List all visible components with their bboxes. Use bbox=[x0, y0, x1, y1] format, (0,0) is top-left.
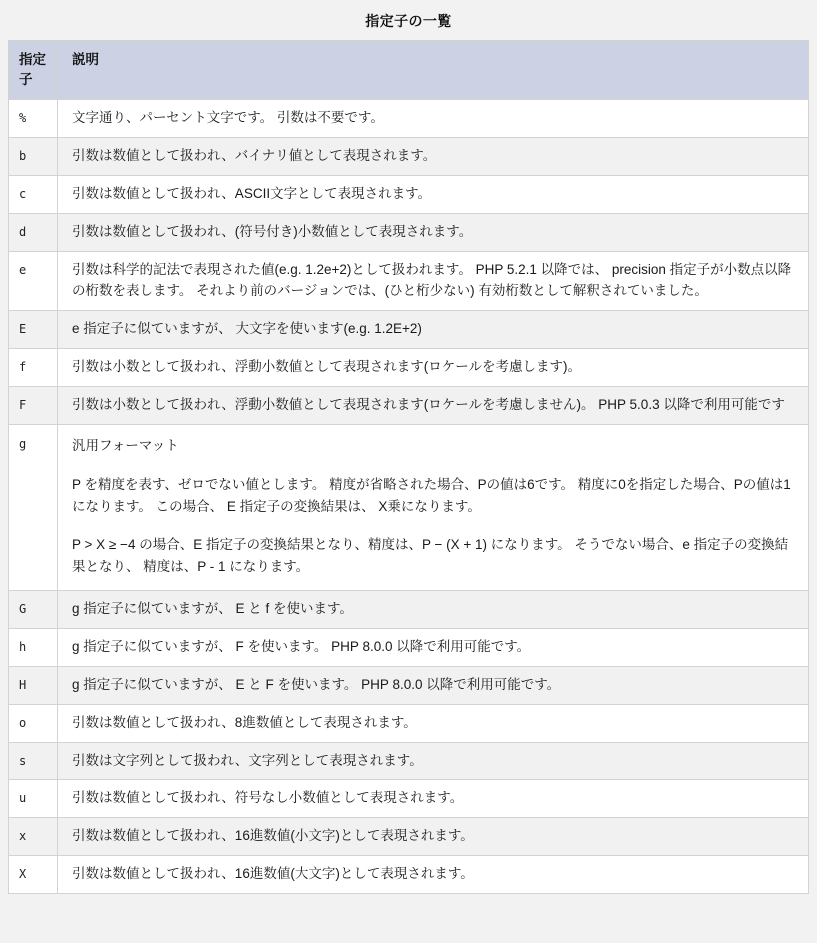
cell-description bbox=[58, 666, 809, 704]
table-row bbox=[9, 818, 809, 856]
cell-description bbox=[58, 137, 809, 175]
cell-description bbox=[58, 175, 809, 213]
cell-description bbox=[58, 818, 809, 856]
cell-specifier: s bbox=[9, 742, 58, 780]
table-row bbox=[9, 629, 809, 667]
description-paragraph: 引数は科学的記法で表現された値(e.g. 1.2e+2)として扱われます。 PHP 5.2.1 以降では、 precision 指定子が小数点以降の桁数を表します。 それより前のバージョンでは、(ひと桁少ない) 有効桁数として解釈されていました。 bbox=[72, 261, 792, 299]
cell-specifier: H bbox=[9, 666, 58, 704]
cell-specifier: % bbox=[9, 100, 58, 138]
description-paragraph: e 指定子に似ていますが、 大文字を使います(e.g. 1.2E+2) bbox=[72, 321, 422, 337]
table-row bbox=[9, 780, 809, 818]
description-paragraph: 引数は数値として扱われ、16進数値(大文字)として表現されます。 bbox=[72, 866, 474, 882]
cell-description bbox=[58, 100, 809, 138]
cell-specifier: E bbox=[9, 311, 58, 349]
description-paragraph: 汎用フォーマット bbox=[72, 437, 179, 453]
cell-description bbox=[58, 704, 809, 742]
table-header bbox=[9, 41, 809, 100]
cell-specifier: u bbox=[9, 780, 58, 818]
description-paragraph: g 指定子に似ていますが、 F を使います。 PHP 8.0.0 以降で利用可能です。 bbox=[72, 639, 531, 655]
cell-specifier: X bbox=[9, 856, 58, 894]
table-header-row bbox=[9, 41, 809, 100]
cell-specifier: d bbox=[9, 213, 58, 251]
cell-description bbox=[58, 387, 809, 425]
table-row bbox=[9, 387, 809, 425]
format-specifier-table bbox=[8, 40, 809, 894]
cell-description bbox=[58, 629, 809, 667]
cell-description bbox=[58, 311, 809, 349]
cell-specifier: g bbox=[9, 424, 58, 590]
cell-description bbox=[58, 251, 809, 311]
description-paragraph: g 指定子に似ていますが、 E と F を使います。 PHP 8.0.0 以降で利用可能です。 bbox=[72, 676, 561, 692]
cell-description bbox=[58, 742, 809, 780]
description-paragraph: g 指定子に似ていますが、 E と f を使います。 bbox=[72, 601, 353, 617]
cell-description bbox=[58, 780, 809, 818]
description-paragraph: P を精度を表す、ゼロでない値とします。 精度が省略された場合、Pの値は6です。 精度に0を指定した場合、Pの値は1になります。 この場合、 E 指定子の変換結果は、 X乗になります。 bbox=[72, 476, 791, 514]
table-caption: 指定子の一覧 bbox=[365, 13, 452, 29]
description-paragraph: 引数は数値として扱われ、ASCII文字として表現されます。 bbox=[72, 185, 431, 201]
table-row bbox=[9, 424, 809, 590]
table-row bbox=[9, 175, 809, 213]
cell-specifier: c bbox=[9, 175, 58, 213]
table-row bbox=[9, 666, 809, 704]
table-row bbox=[9, 137, 809, 175]
table-row bbox=[9, 251, 809, 311]
cell-specifier: G bbox=[9, 591, 58, 629]
description-paragraph: 引数は数値として扱われ、符号なし小数値として表現されます。 bbox=[72, 790, 464, 806]
cell-description bbox=[58, 856, 809, 894]
description-paragraph: 引数は数値として扱われ、バイナリ値として表現されます。 bbox=[72, 147, 437, 163]
table-row bbox=[9, 100, 809, 138]
description-paragraph: P > X ≥ −4 の場合、E 指定子の変換結果となり、精度は、P − (X + 1) になります。 そうでない場合、e 指定子の変換結果となり、 精度は、P - 1 になります。 bbox=[72, 537, 789, 575]
cell-specifier: e bbox=[9, 251, 58, 311]
cell-specifier: o bbox=[9, 704, 58, 742]
cell-specifier: F bbox=[9, 387, 58, 425]
table-row bbox=[9, 213, 809, 251]
cell-specifier: h bbox=[9, 629, 58, 667]
description-paragraph: 引数は数値として扱われ、16進数値(小文字)として表現されます。 bbox=[72, 828, 474, 844]
description-paragraph: 引数は小数として扱われ、浮動小数値として表現されます(ロケールを考慮しません)。 PHP 5.0.3 以降で利用可能です bbox=[72, 397, 785, 412]
description-paragraph: 引数は数値として扱われ、(符号付き)小数値として表現されます。 bbox=[72, 223, 473, 239]
table-body bbox=[9, 100, 809, 894]
cell-description bbox=[58, 424, 809, 590]
description-paragraph: 引数は小数として扱われ、浮動小数値として表現されます(ロケールを考慮します)。 bbox=[72, 359, 582, 375]
table-row bbox=[9, 704, 809, 742]
cell-specifier: x bbox=[9, 818, 58, 856]
table-row bbox=[9, 349, 809, 387]
column-header-description: 説明 bbox=[58, 41, 809, 100]
table-row bbox=[9, 591, 809, 629]
table-row bbox=[9, 742, 809, 780]
description-paragraph: 文字通り、パーセント文字です。 引数は不要です。 bbox=[72, 110, 384, 126]
cell-specifier: b bbox=[9, 137, 58, 175]
column-header-specifier: 指定子 bbox=[9, 41, 58, 100]
table-row bbox=[9, 856, 809, 894]
cell-description bbox=[58, 349, 809, 387]
cell-description bbox=[58, 591, 809, 629]
description-paragraph: 引数は文字列として扱われ、文字列として表現されます。 bbox=[72, 752, 423, 768]
cell-description bbox=[58, 213, 809, 251]
table-row bbox=[9, 311, 809, 349]
cell-specifier: f bbox=[9, 349, 58, 387]
description-paragraph: 引数は数値として扱われ、8進数値として表現されます。 bbox=[72, 714, 417, 730]
